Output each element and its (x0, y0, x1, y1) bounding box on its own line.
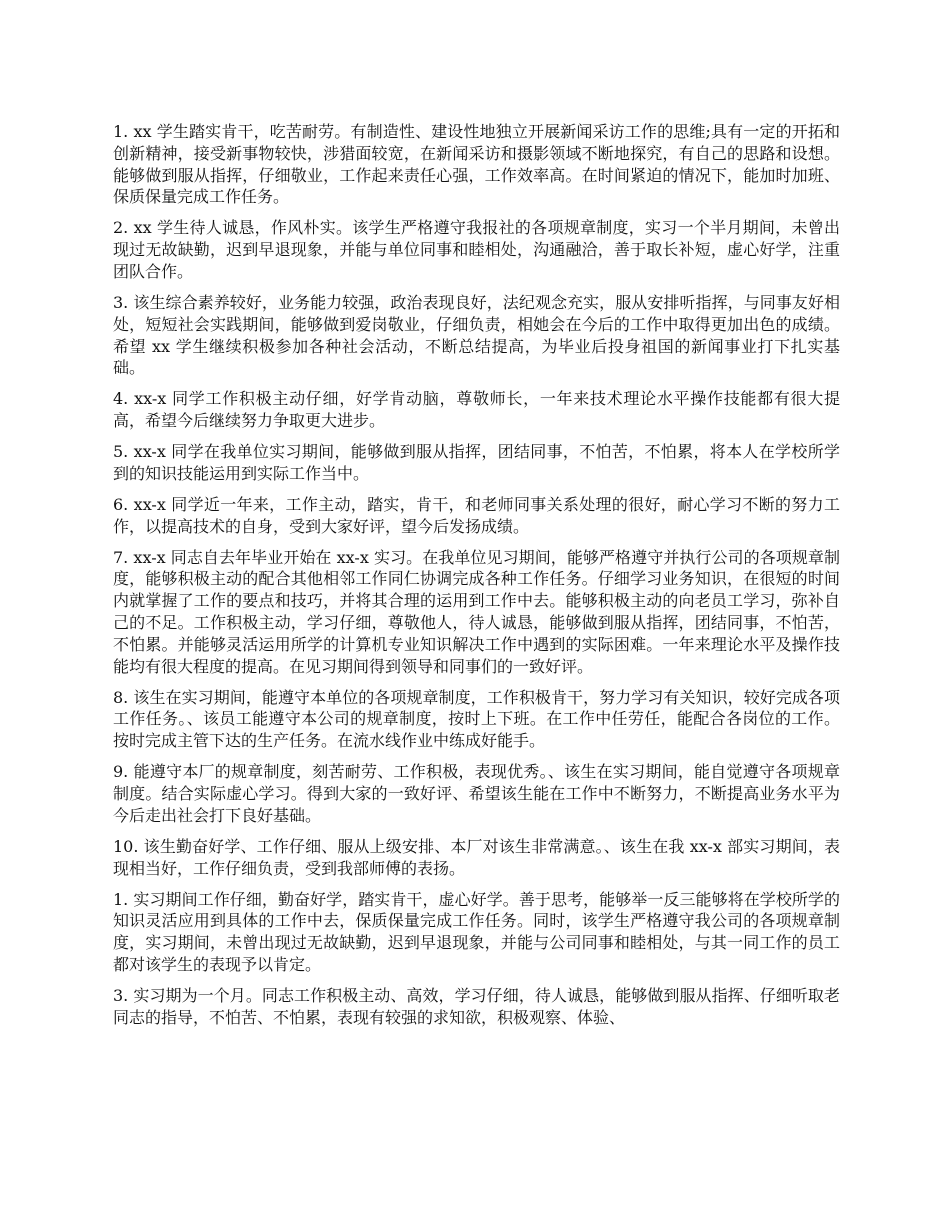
paragraph-10: 10. 该生勤奋好学、工作仔细、服从上级安排、本厂对该生非常满意。、该生在我 xx-x 部实习期间，表现相当好，工作仔细负责，受到我部师傅的表扬。 (113, 836, 840, 878)
paragraph-8: 8. 该生在实习期间，能遵守本单位的各项规章制度，工作积极肯干，努力学习有关知识，较好完成各项工作任务。、该员工能遵守本公司的规章制度，按时上下班。在工作中任劳任，能配合各岗位的工作。按时完成主管下达的生产任务。在流水线作业中练成好能手。 (113, 687, 840, 751)
document-body (113, 121, 840, 1038)
paragraph-3: 3. 该生综合素养较好，业务能力较强，政治表现良好，法纪观念充实，服从安排听指挥，与同事友好相处，短短社会实践期间，能够做到爱岗敬业，仔细负责，相她会在今后的工作中取得更加出色的成绩。希望 xx 学生继续积极参加各种社会活动，不断总结提高，为毕业后投身祖国的新闻事业打下扎实基础。 (113, 292, 840, 378)
paragraph-7: 7. xx-x 同志自去年毕业开始在 xx-x 实习。在我单位见习期间，能够严格遵守并执行公司的各项规章制度，能够积极主动的配合其他相邻工作同仁协调完成各种工作任务。仔细学习业务知识，在很短的时间内就掌握了工作的要点和技巧，并将其合理的运用到工作中去。能够积极主动的向老员工学习，弥补自己的不足。工作积极主动，学习仔细，尊敬他人，待人诚恳，能够做到服从指挥，团结同事，不怕苦，不怕累。并能够灵活运用所学的计算机专业知识解决工作中遇到的实际困难。一年来理论水平及操作技能均有很大程度的提高。在见习期间得到领导和同事们的一致好评。 (113, 547, 840, 676)
paragraph-5: 5. xx-x 同学在我单位实习期间，能够做到服从指挥，团结同事，不怕苦，不怕累，将本人在学校所学到的知识技能运用到实际工作当中。 (113, 442, 840, 483)
paragraph-1: 1. xx 学生踏实肯干，吃苦耐劳。有制造性、建设性地独立开展新闻采访工作的思维;具有一定的开拓和创新精神，接受新事物较快，涉猎面较宽，在新闻采访和摄影领域不断地探究，有自己的思路和设想。能够做到服从指挥，仔细敬业，工作起来责任心强，工作效率高。在时间紧迫的情况下，能加时加班、保质保量完成工作任务。 (113, 122, 840, 207)
paragraph-12: 3. 实习期为一个月。同志工作积极主动、高效，学习仔细，待人诚恳，能够做到服从指挥、仔细听取老同志的指导，不怕苦、不怕累，表现有较强的求知欲，积极观察、体验、 (113, 985, 840, 1027)
paragraph-9: 9. 能遵守本厂的规章制度，刻苦耐劳、工作积极，表现优秀。、该生在实习期间，能自觉遵守各项规章制度。结合实际虚心学习。得到大家的一致好评、希望该生能在工作中不断努力，不断提高业务水平为今后走出社会打下良好基础。 (113, 762, 840, 825)
paragraph-2: 2. xx 学生待人诚恳，作风朴实。该学生严格遵守我报社的各项规章制度，实习一个半月期间，未曾出现过无故缺勤，迟到早退现象，并能与单位同事和睦相处，沟通融洽，善于取长补短，虚心好学，注重团队合作。 (113, 218, 840, 281)
paragraph-11: 1. 实习期间工作仔细，勤奋好学，踏实肯干，虚心好学。善于思考，能够举一反三能够将在学校所学的知识灵活应用到具体的工作中去，保质保量完成工作任务。同时，该学生严格遵守我公司的各项规章制度，实习期间，未曾出现过无故缺勤，迟到早退现象，并能与公司同事和睦相处，与其一同工作的员工都对该学生的表现予以肯定。 (113, 889, 840, 974)
paragraph-4: 4. xx-x 同学工作积极主动仔细，好学肯动脑，尊敬师长，一年来技术理论水平操作技能都有很大提高，希望今后继续努力争取更大进步。 (113, 389, 840, 431)
paragraph-6: 6. xx-x 同学近一年来，工作主动，踏实，肯干，和老师同事关系处理的很好，耐心学习不断的努力工作，以提高技术的自身，受到大家好评，望今后发扬成绩。 (113, 494, 840, 536)
